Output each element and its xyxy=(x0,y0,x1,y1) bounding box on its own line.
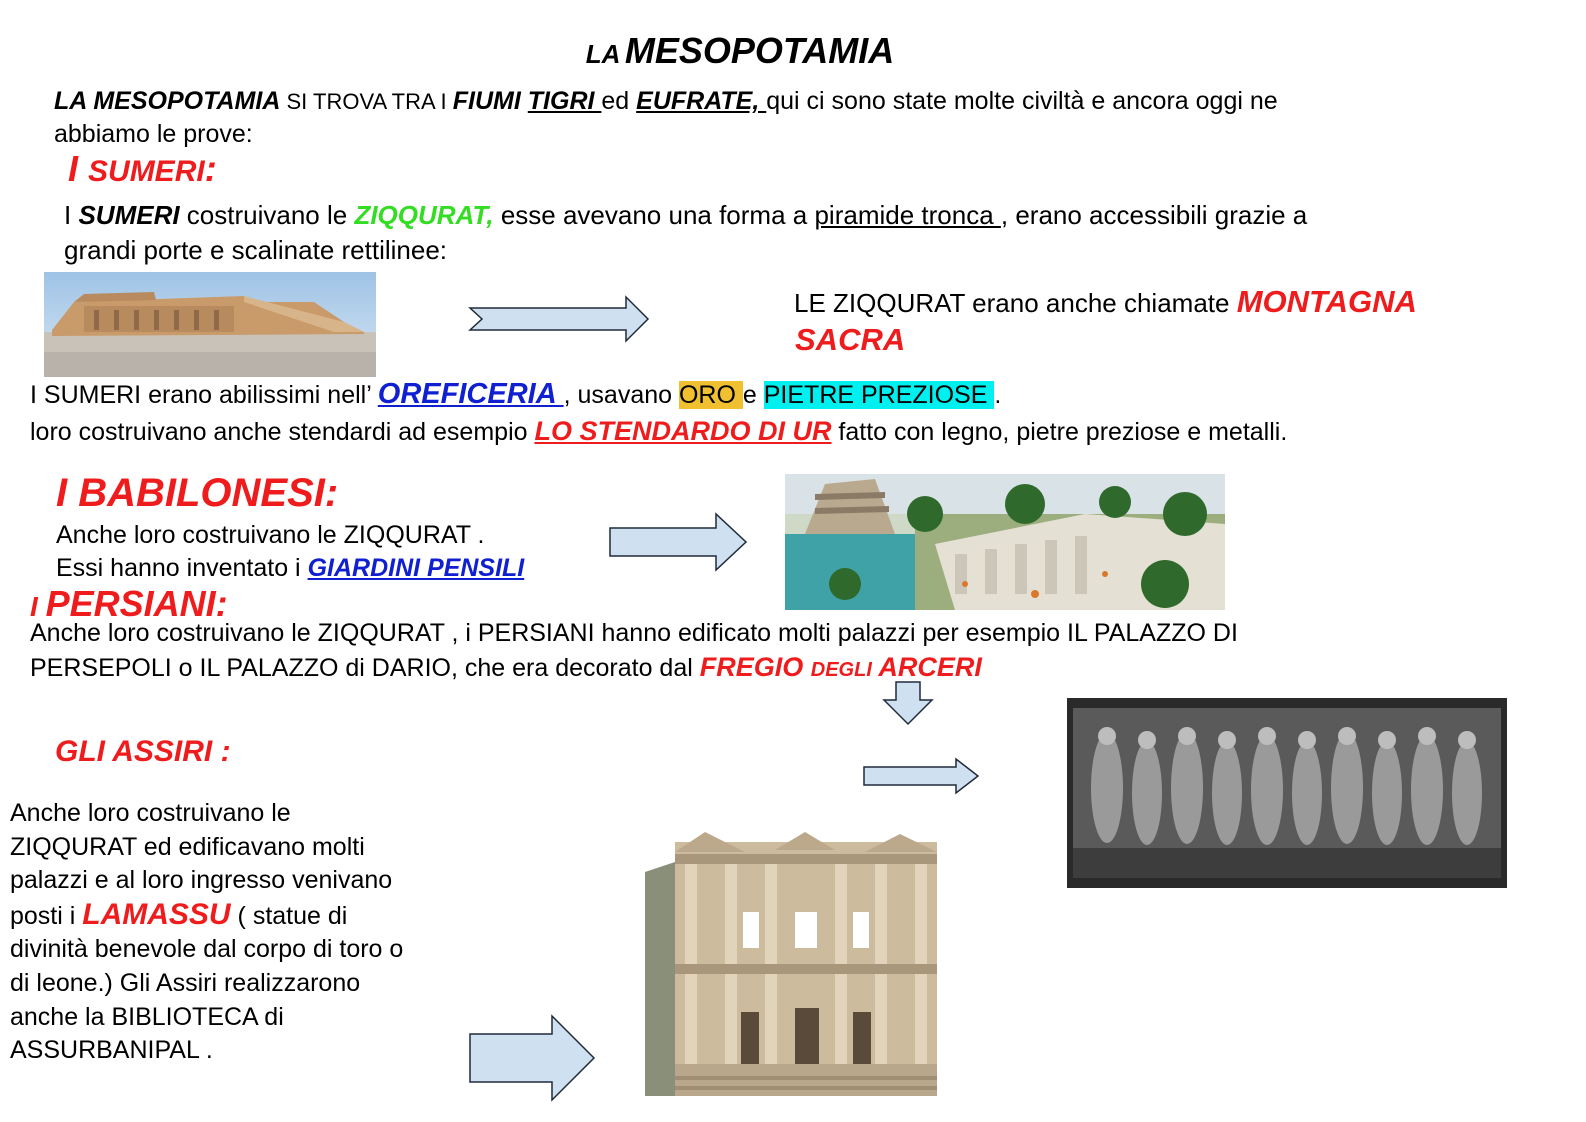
intro-line-1 xyxy=(54,84,1278,119)
oreficeria-line xyxy=(30,377,1001,412)
sumeri-p1-b: SUMERI xyxy=(78,200,180,230)
pers-fregio: FREGIO xyxy=(699,652,811,682)
intro-line-2: abbiamo le prove: xyxy=(54,120,253,148)
sumeri-p1-ziqqurat: ZIQQURAT, xyxy=(354,200,494,230)
ore-oro: ORO xyxy=(678,381,743,409)
ore-pietre: PIETRE PREZIOSE xyxy=(763,381,995,409)
assiri-line-2: ZIQQURAT ed edificavano molti xyxy=(10,832,365,861)
intro-fiumi: FIUMI xyxy=(452,87,528,115)
ore-g: . xyxy=(994,381,1002,409)
assiri-paragraph xyxy=(10,797,403,1068)
persiani-line-1: Anche loro costruivano le ZIQQURAT , i PERSIANI hanno edificato molti palazzi per esempio IL PALAZZO DI xyxy=(30,619,1238,647)
page-title xyxy=(0,30,1480,72)
frieze-image xyxy=(1067,698,1507,888)
assiri-heading: GLI ASSIRI : xyxy=(55,735,231,768)
assiri-line-8: ASSURBANIPAL . xyxy=(10,1036,213,1065)
assiri-l4-c: ( statue di xyxy=(230,901,348,930)
assiri-line-5: divinità benevole dal corpo di toro o xyxy=(10,935,404,964)
hanging-gardens-image xyxy=(785,474,1225,610)
arrow-right-icon xyxy=(468,1014,598,1102)
persiani-line-2 xyxy=(30,650,982,687)
ore-a: I SUMERI erano abilissimi nell’ xyxy=(30,381,378,409)
sumeri-heading-i: I xyxy=(68,148,89,189)
assiri-line-7: anche la BIBLIOTECA di xyxy=(10,1002,284,1031)
assiri-l4-a: posti i xyxy=(10,901,83,930)
sumeri-p1-a: I xyxy=(64,200,79,230)
ziq-text: LE ZIQQURAT erano anche chiamate xyxy=(794,288,1237,318)
persiani-heading-rest: PERSIANI: xyxy=(45,583,228,624)
sumeri-paragraph-line-1 xyxy=(64,198,1307,232)
sumeri-heading-colon: : xyxy=(204,148,217,189)
bab-line2-a: Essi hanno inventato i xyxy=(56,554,308,582)
pers-line2-a: PERSEPOLI o IL PALAZZO di DARIO, che era decorato dal xyxy=(30,654,700,682)
intro-eufrate: EUFRATE, xyxy=(636,87,767,115)
std-c: fatto con legno, pietre preziose e metalli. xyxy=(831,418,1288,446)
sumeri-heading-rest: SUMERI xyxy=(88,155,205,188)
title-small: LA xyxy=(585,39,621,69)
pers-degli: DEGLI xyxy=(810,659,872,681)
babilonesi-line-2 xyxy=(56,551,524,585)
arrow-right-icon xyxy=(608,512,750,572)
ore-c: , usavano xyxy=(563,381,679,409)
std-stendardo: LO STENDARDO DI UR xyxy=(534,416,832,446)
ziqqurat-montagna-line-1 xyxy=(794,285,1417,320)
sumeri-heading xyxy=(68,148,217,190)
assiri-line-1: Anche loro costruivano le xyxy=(10,799,291,827)
sumeri-p1-piramide: piramide tronca xyxy=(814,200,1001,230)
title-big: MESOPOTAMIA xyxy=(624,30,895,71)
assiri-lamassu: LAMASSU xyxy=(82,897,231,931)
arrow-down-icon xyxy=(882,680,934,726)
sumeri-p1-c: costruivano le xyxy=(179,200,355,230)
sumeri-paragraph-line-2: grandi porte e scalinate rettilinee: xyxy=(64,235,448,265)
ziqqurat-sacra: SACRA xyxy=(795,322,906,357)
sumeri-p1-g: , erano accessibili grazie a xyxy=(1000,200,1308,230)
ziq-montagna: MONTAGNA xyxy=(1236,284,1417,319)
intro-ed: ed xyxy=(601,87,637,115)
stendardo-line xyxy=(30,414,1287,449)
pers-arceri: ARCERI xyxy=(871,652,982,682)
sumeri-p1-e: esse avevano una forma a xyxy=(493,200,815,230)
assiri-line-6: di leone.) Gli Assiri realizzarono xyxy=(10,968,361,997)
arrow-right-icon xyxy=(468,295,652,343)
ore-oreficeria: OREFICERIA xyxy=(377,378,564,410)
persiani-heading-i: I xyxy=(30,591,46,622)
arrow-right-icon xyxy=(862,757,982,795)
intro-text2: qui ci sono state molte civiltà e ancora oggi ne xyxy=(766,87,1278,115)
assiri-line-4 xyxy=(10,898,403,934)
intro-tigri: TIGRI xyxy=(527,87,602,115)
bab-giardini: GIARDINI PENSILI xyxy=(307,554,525,582)
babilonesi-heading: I BABILONESI: xyxy=(56,471,339,515)
ore-e: e xyxy=(742,381,764,409)
intro-subject: LA MESOPOTAMIA xyxy=(54,87,281,115)
library-image xyxy=(645,832,952,1096)
babilonesi-line-1: Anche loro costruivano le ZIQQURAT . xyxy=(56,521,485,549)
ziggurat-image xyxy=(44,272,376,377)
assiri-line-3: palazzi e al loro ingresso venivano xyxy=(10,866,393,895)
std-a: loro costruivano anche stendardi ad esempio xyxy=(30,418,535,446)
intro-text1: SI TROVA TRA I xyxy=(280,89,453,114)
